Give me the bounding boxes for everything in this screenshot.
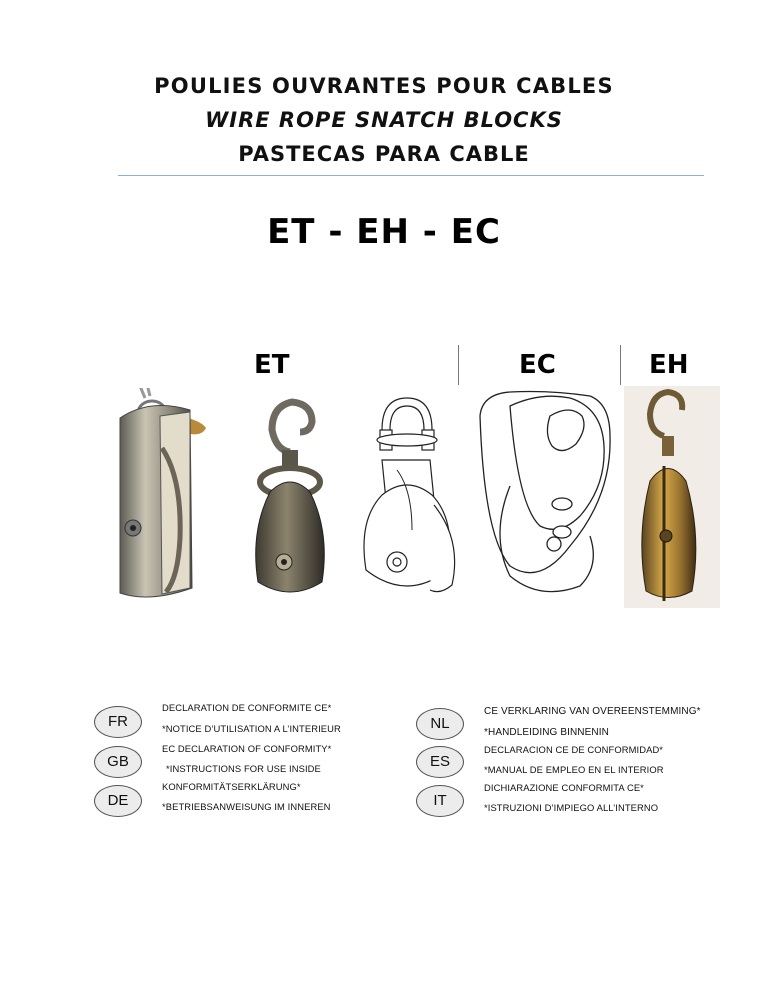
- title-spanish: PASTECAS PARA CABLE: [238, 142, 530, 166]
- ec-block-drawing-image: [470, 386, 616, 606]
- it-declaration: DICHIARAZIONE CONFORMITA CE*: [484, 782, 644, 793]
- fr-declaration: DECLARATION DE CONFORMITE CE*: [162, 702, 332, 713]
- lang-badge-es: ES: [416, 746, 464, 778]
- de-declaration: KONFORMITÄTSERKLÄRUNG*: [162, 781, 301, 792]
- lang-badge-de: DE: [94, 785, 142, 817]
- nl-instructions: *HANDLEIDING BINNENIN: [484, 727, 609, 738]
- title-divider: [118, 175, 704, 176]
- es-declaration: DECLARACION CE DE CONFORMIDAD*: [484, 744, 664, 755]
- it-instructions: *ISTRUZIONI D’IMPIEGO ALL’INTERNO: [484, 802, 659, 813]
- fr-instructions: *NOTICE D’UTILISATION A L’INTERIEUR: [162, 723, 341, 734]
- es-instructions: *MANUAL DE EMPLEO EN EL INTERIOR: [484, 764, 664, 775]
- lang-badge-nl: NL: [416, 708, 464, 740]
- separator-2: [620, 345, 621, 385]
- de-instructions: *BETRIEBSANWEISUNG IM INNEREN: [162, 801, 331, 812]
- gb-declaration: EC DECLARATION OF CONFORMITY*: [162, 743, 332, 754]
- et-hook-block-image: [240, 392, 335, 602]
- et-side-block-image: [90, 388, 210, 603]
- separator-1: [458, 345, 459, 385]
- models-title: ET - EH - EC: [267, 212, 501, 252]
- lang-badge-it: IT: [416, 785, 464, 817]
- nl-declaration: CE VERKLARING VAN OVEREENSTEMMING*: [484, 706, 701, 717]
- eh-block-image: [624, 386, 720, 608]
- lang-badge-fr: FR: [94, 706, 142, 738]
- label-eh: EH: [649, 350, 689, 380]
- gb-instructions: *INSTRUCTIONS FOR USE INSIDE: [166, 763, 321, 774]
- label-ec: EC: [519, 350, 556, 380]
- ec-line-drawing-image: [352, 390, 467, 605]
- title-english: WIRE ROPE SNATCH BLOCKS: [205, 108, 563, 132]
- lang-badge-gb: GB: [94, 746, 142, 778]
- title-french: POULIES OUVRANTES POUR CABLES: [154, 74, 614, 98]
- label-et: ET: [254, 350, 290, 380]
